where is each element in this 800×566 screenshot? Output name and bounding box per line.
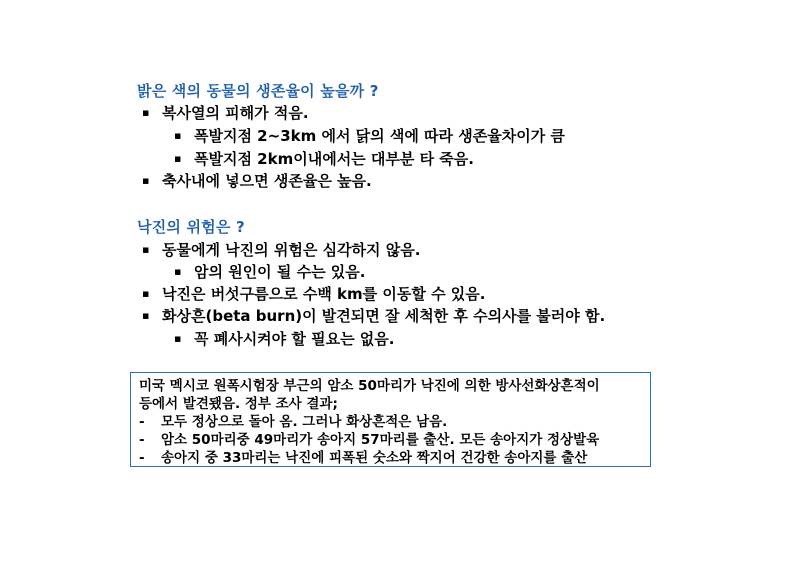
- list-item-text: 동물에게 낙진의 위험은 심각하지 않음.: [162, 241, 421, 259]
- bullet-icon: ▪: [142, 309, 150, 322]
- list-item: [174, 149, 474, 169]
- list-item-text: 꼭 폐사시켜야 할 필요는 없음.: [194, 330, 395, 348]
- dash-marker: -: [139, 414, 145, 430]
- list-item-text: 복사열의 피해가 적음.: [162, 104, 309, 122]
- note-finding: [139, 431, 642, 449]
- list-item: [142, 284, 485, 304]
- list-item: [174, 329, 394, 349]
- bullet-icon: ▪: [142, 243, 150, 256]
- bullet-icon: ▪: [142, 174, 150, 187]
- list-item: [174, 262, 366, 282]
- note-finding: [139, 413, 642, 431]
- bullet-icon: ▪: [174, 152, 182, 165]
- note-finding-text: 송아지 중 33마리는 낙진에 피폭된 숫소와 짝지어 건강한 송아지를 출산: [161, 450, 588, 466]
- list-item-text: 암의 원인이 될 수는 있음.: [194, 263, 366, 281]
- list-item-text: 화상흔(beta burn)이 발견되면 잘 세척한 후 수의사를 불러야 함.: [162, 307, 606, 325]
- note-finding: [139, 449, 642, 467]
- list-item-text: 폭발지점 2~3km 에서 닭의 색에 따라 생존율차이가 큼: [194, 127, 565, 145]
- list-item: [142, 171, 372, 191]
- dash-marker: -: [139, 432, 145, 448]
- list-item-text: 폭발지점 2km이내에서는 대부분 타 죽음.: [194, 150, 474, 168]
- note-box: [130, 372, 651, 467]
- bullet-icon: ▪: [174, 332, 182, 345]
- list-item: [142, 240, 420, 260]
- note-finding-text: 암소 50마리중 49마리가 송아지 57마리를 출산. 모든 송아지가 정상발육: [161, 432, 600, 448]
- note-intro-line: 미국 멕시코 원폭시험장 부근의 암소 50마리가 낙진에 의한 방사선화상흔적이: [139, 378, 600, 394]
- dash-marker: -: [139, 450, 145, 466]
- note-intro-line: 등에서 발견됐음. 정부 조사 결과;: [139, 396, 338, 412]
- list-item: [174, 126, 565, 146]
- bullet-icon: ▪: [174, 265, 182, 278]
- list-item: [142, 306, 605, 326]
- list-item-text: 축사내에 넣으면 생존율은 높음.: [162, 172, 372, 190]
- section1-heading: 밝은 색의 동물의 생존율이 높을까 ?: [137, 82, 379, 100]
- bullet-icon: ▪: [142, 106, 150, 119]
- list-item-text: 낙진은 버섯구름으로 수백 km를 이동할 수 있음.: [162, 285, 486, 303]
- section2-heading: 낙진의 위험은 ?: [137, 218, 245, 236]
- note-finding-text: 모두 정상으로 돌아 옴. 그러나 화상흔적은 남음.: [161, 414, 448, 430]
- bullet-icon: ▪: [142, 287, 150, 300]
- bullet-icon: ▪: [174, 129, 182, 142]
- list-item: [142, 103, 309, 123]
